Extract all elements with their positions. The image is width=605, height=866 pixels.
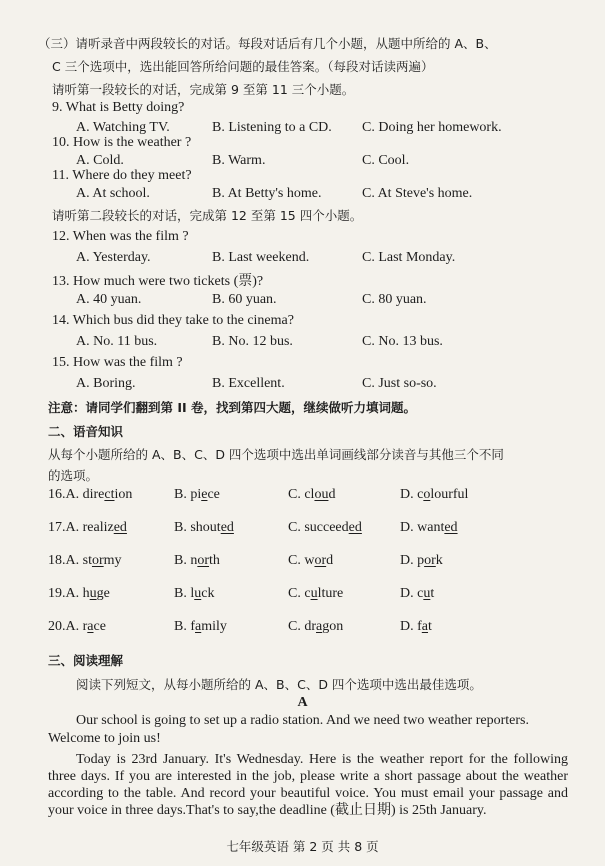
q20-option-c [288,619,343,635]
word-part: c [304,586,311,601]
underlined-part: ed [348,520,362,535]
word-part: lture [317,586,344,601]
question-14: 14. Which bus did they take to the cinema? [52,313,294,328]
q12-option-c: C. Last Monday. [362,250,456,265]
q10-option-c: C. Cool. [362,153,410,168]
word-part: k [435,553,443,568]
question-12: 12. When was the film ? [52,229,189,244]
word-part: cl [304,487,315,502]
q12-option-a: A. Yesterday. [76,250,151,265]
word-part: f [190,619,196,634]
word-part: ge [96,586,110,601]
word-part: dire [82,487,105,502]
phonetic-question-16 [48,487,132,503]
option-label: D. [400,619,418,634]
q18-option-d [400,553,443,569]
word-part: p [417,553,425,568]
word-part: c [417,586,424,601]
option-label: C. [288,520,305,535]
option-label: D. [400,520,418,535]
word-part: d [326,553,334,568]
q9-option-b: B. Listening to a CD. [212,120,332,135]
phonetics-instruction-line2: 的选项。 [48,468,99,483]
option-label: A. [65,487,83,502]
word-part: my [103,553,122,568]
word-part: t [430,586,435,601]
q15-option-a: A. Boring. [76,376,136,391]
word-part: pi [190,487,202,502]
word-part: l [190,586,195,601]
word-part: ion [114,487,133,502]
option-label: A. [65,520,83,535]
phonetic-question-17 [48,520,127,536]
question-number: 16. [48,487,66,502]
word-part: c [417,487,424,502]
phonetic-question-18 [48,553,122,569]
underlined-part: ed [444,520,458,535]
word-part: mily [201,619,227,634]
phonetics-section-title: 二、语音知识 [48,424,124,439]
underlined-part: ed [220,520,234,535]
option-label: A. [65,586,83,601]
word-part: realiz [82,520,114,535]
underlined-part: u [310,586,318,601]
q13-option-c: C. 80 yuan. [362,292,427,307]
q18-option-b [174,553,220,569]
q18-option-c [288,553,333,569]
option-label: C. [288,586,305,601]
option-label: C. [288,619,305,634]
question-number: 20. [48,619,66,634]
dialogue2-intro: 请听第二段较长的对话，完成第 12 至第 15 四个小题。 [52,208,363,223]
word-part: r [82,619,88,634]
phonetic-question-19 [48,586,110,602]
word-part: w [304,553,315,568]
word-part: th [209,553,220,568]
word-part: want [417,520,445,535]
q9-option-a: A. Watching TV. [76,120,170,135]
q16-option-d [400,487,468,503]
underlined-part: a [87,619,94,634]
reading-instruction: 阅读下列短文，从每小题所给的 A、B、C、D 四个选项中选出最佳选项。 [76,677,482,692]
option-label: A. [65,619,83,634]
q13-option-b: B. 60 yuan. [212,292,277,307]
passage-label: A [297,695,308,710]
underlined-part: or [424,553,436,568]
option-label: B. [174,553,191,568]
q19-option-b [174,586,214,602]
passage-para1-line1: Our school is going to set up a radio station. And we need two weather reporters. [76,713,529,728]
q11-option-b: B. At Betty's home. [212,186,322,201]
q10-option-a: A. Cold. [76,153,124,168]
word-part: dr [304,619,317,634]
q19-option-c [288,586,343,602]
q15-option-b: B. Excellent. [212,376,285,391]
dialogue1-intro: 请听第一段较长的对话，完成第 9 至第 11 三个小题。 [52,82,355,97]
word-part: gon [322,619,344,634]
question-11: 11. Where do they meet? [52,168,192,183]
q11-option-a: A. At school. [76,186,150,201]
q17-option-b [174,520,234,536]
question-10: 10. How is the weather ? [52,135,192,150]
underlined-part: or [91,553,104,568]
notice: 注意：请同学们翻到第 II 卷，找到第四大题，继续做听力填词题。 [48,400,417,415]
q17-option-d [400,520,458,536]
phonetics-instruction-line1: 从每个小题所给的 A、B、C、D 四个选项中选出单词画线部分读音与其他三个不同 [48,447,504,462]
underlined-part: u [423,586,431,601]
underlined-part: or [197,553,210,568]
q9-option-c: C. Doing her homework. [362,120,502,135]
reading-section-title: 三、阅读理解 [48,653,124,668]
option-label: C. [288,553,305,568]
phonetic-question-20 [48,619,106,635]
word-part: ck [201,586,215,601]
question-number: 17. [48,520,66,535]
word-part: succeed [304,520,349,535]
q20-option-b [174,619,227,635]
option-label: C. [288,487,305,502]
option-label: D. [400,487,418,502]
q13-option-a: A. 40 yuan. [76,292,142,307]
listening-instruction-line2: C 三个选项中，选出能回答所给问题的最佳答案。（每段对话读两遍） [52,59,434,74]
listening-instruction-line1: （三）请听录音中两段较长的对话。每段对话后有几个小题，从题中所给的 A、B、 [38,36,497,51]
q20-option-d [400,619,432,635]
option-label: D. [400,586,418,601]
page-footer: 七年级英语 第 2 页 共 8 页 [226,839,379,854]
word-part: n [190,553,198,568]
q16-option-c [288,487,335,503]
option-label: B. [174,586,191,601]
q11-option-c: C. At Steve's home. [362,186,473,201]
option-label: B. [174,487,191,502]
underlined-part: ou [314,487,329,502]
q14-option-b: B. No. 12 bus. [212,334,293,349]
question-number: 19. [48,586,66,601]
q14-option-a: A. No. 11 bus. [76,334,158,349]
option-label: B. [174,619,191,634]
question-15: 15. How was the film ? [52,355,183,370]
question-number: 18. [48,553,66,568]
underlined-part: o [423,487,431,502]
q16-option-b [174,487,220,503]
word-part: st [82,553,92,568]
underlined-part: or [314,553,327,568]
q10-option-b: B. Warm. [212,153,266,168]
option-label: B. [174,520,191,535]
option-label: A. [65,553,83,568]
word-part: h [82,586,90,601]
question-13: 13. How much were two tickets (票)? [52,274,264,289]
word-part: t [428,619,432,634]
option-label: D. [400,553,418,568]
underlined-part: u [194,586,202,601]
q17-option-c [288,520,362,536]
word-part: d [328,487,336,502]
underlined-part: ct [104,487,115,502]
passage-para2: Today is 23rd January. It's Wednesday. Here is the weather report for the following three days. If you are interested in the job, please write a short passage about the weather according to the table. And record your beautiful voice. You must email your passage and your voice in three days.That's to say,the deadline (截止日期) is 25th January. [48,752,568,818]
word-part: f [417,619,422,634]
underlined-part: a [316,619,323,634]
word-part: ce [207,487,220,502]
q19-option-d [400,586,434,602]
underlined-part: a [421,619,429,634]
q14-option-c: C. No. 13 bus. [362,334,443,349]
passage-para1-line2: Welcome to join us! [48,731,161,746]
underlined-part: u [89,586,97,601]
underlined-part: a [195,619,202,634]
question-9: 9. What is Betty doing? [52,100,185,115]
word-part: lourful [430,487,469,502]
q12-option-b: B. Last weekend. [212,250,310,265]
underlined-part: e [201,487,208,502]
word-part: ce [93,619,106,634]
underlined-part: ed [113,520,127,535]
word-part: shout [190,520,221,535]
q15-option-c: C. Just so-so. [362,376,437,391]
